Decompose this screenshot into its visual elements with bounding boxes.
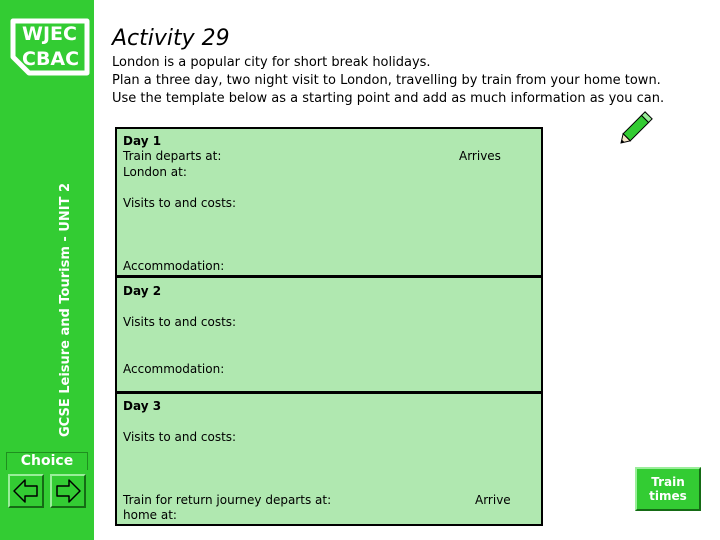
pencil-icon[interactable] (618, 106, 658, 146)
intro-line: London is a popular city for short break holidays. (112, 55, 431, 70)
forward-button[interactable] (50, 474, 86, 508)
back-button[interactable] (8, 474, 44, 508)
intro-line: Use the template below as a starting point and add as much information as you can. (112, 91, 665, 106)
day2-heading: Day 2 (123, 284, 162, 298)
day2-section (115, 276, 543, 393)
accommodation-label: Accommodation: (123, 362, 225, 376)
london-at-label: London at: (123, 165, 187, 179)
visits-label: Visits to and costs: (123, 430, 237, 444)
train-times-label: Train (651, 475, 685, 489)
sidebar (0, 0, 94, 540)
arrow-right-icon (52, 476, 84, 506)
visits-label: Visits to and costs: (123, 196, 237, 210)
day1-heading: Day 1 (123, 134, 162, 148)
day3-heading: Day 3 (123, 399, 162, 413)
logo-line2: CBAC (22, 48, 80, 70)
train-departs-label: Train departs at: (123, 149, 222, 163)
intro-line: Plan a three day, two night visit to London, travelling by train from your home town. (112, 73, 661, 88)
logo-text (22, 22, 88, 72)
choice-label: Choice (6, 452, 88, 470)
day1-section (115, 127, 543, 277)
arrive-label: Arrive (475, 493, 511, 507)
train-times-label: times (649, 489, 687, 503)
logo-line1: WJEC (22, 23, 77, 45)
day3-section (115, 392, 543, 526)
course-title: GCSE Leisure and Tourism - UNIT 2 (58, 182, 73, 437)
train-times-button[interactable] (635, 467, 701, 511)
home-at-label: home at: (123, 508, 177, 522)
return-departs-label: Train for return journey departs at: (123, 493, 332, 507)
arrow-left-icon (10, 476, 42, 506)
page-title: Activity 29 (112, 26, 230, 51)
visits-label: Visits to and costs: (123, 315, 237, 329)
arrives-label: Arrives (459, 149, 501, 163)
intro-text (112, 54, 717, 108)
accommodation-label: Accommodation: (123, 259, 225, 273)
